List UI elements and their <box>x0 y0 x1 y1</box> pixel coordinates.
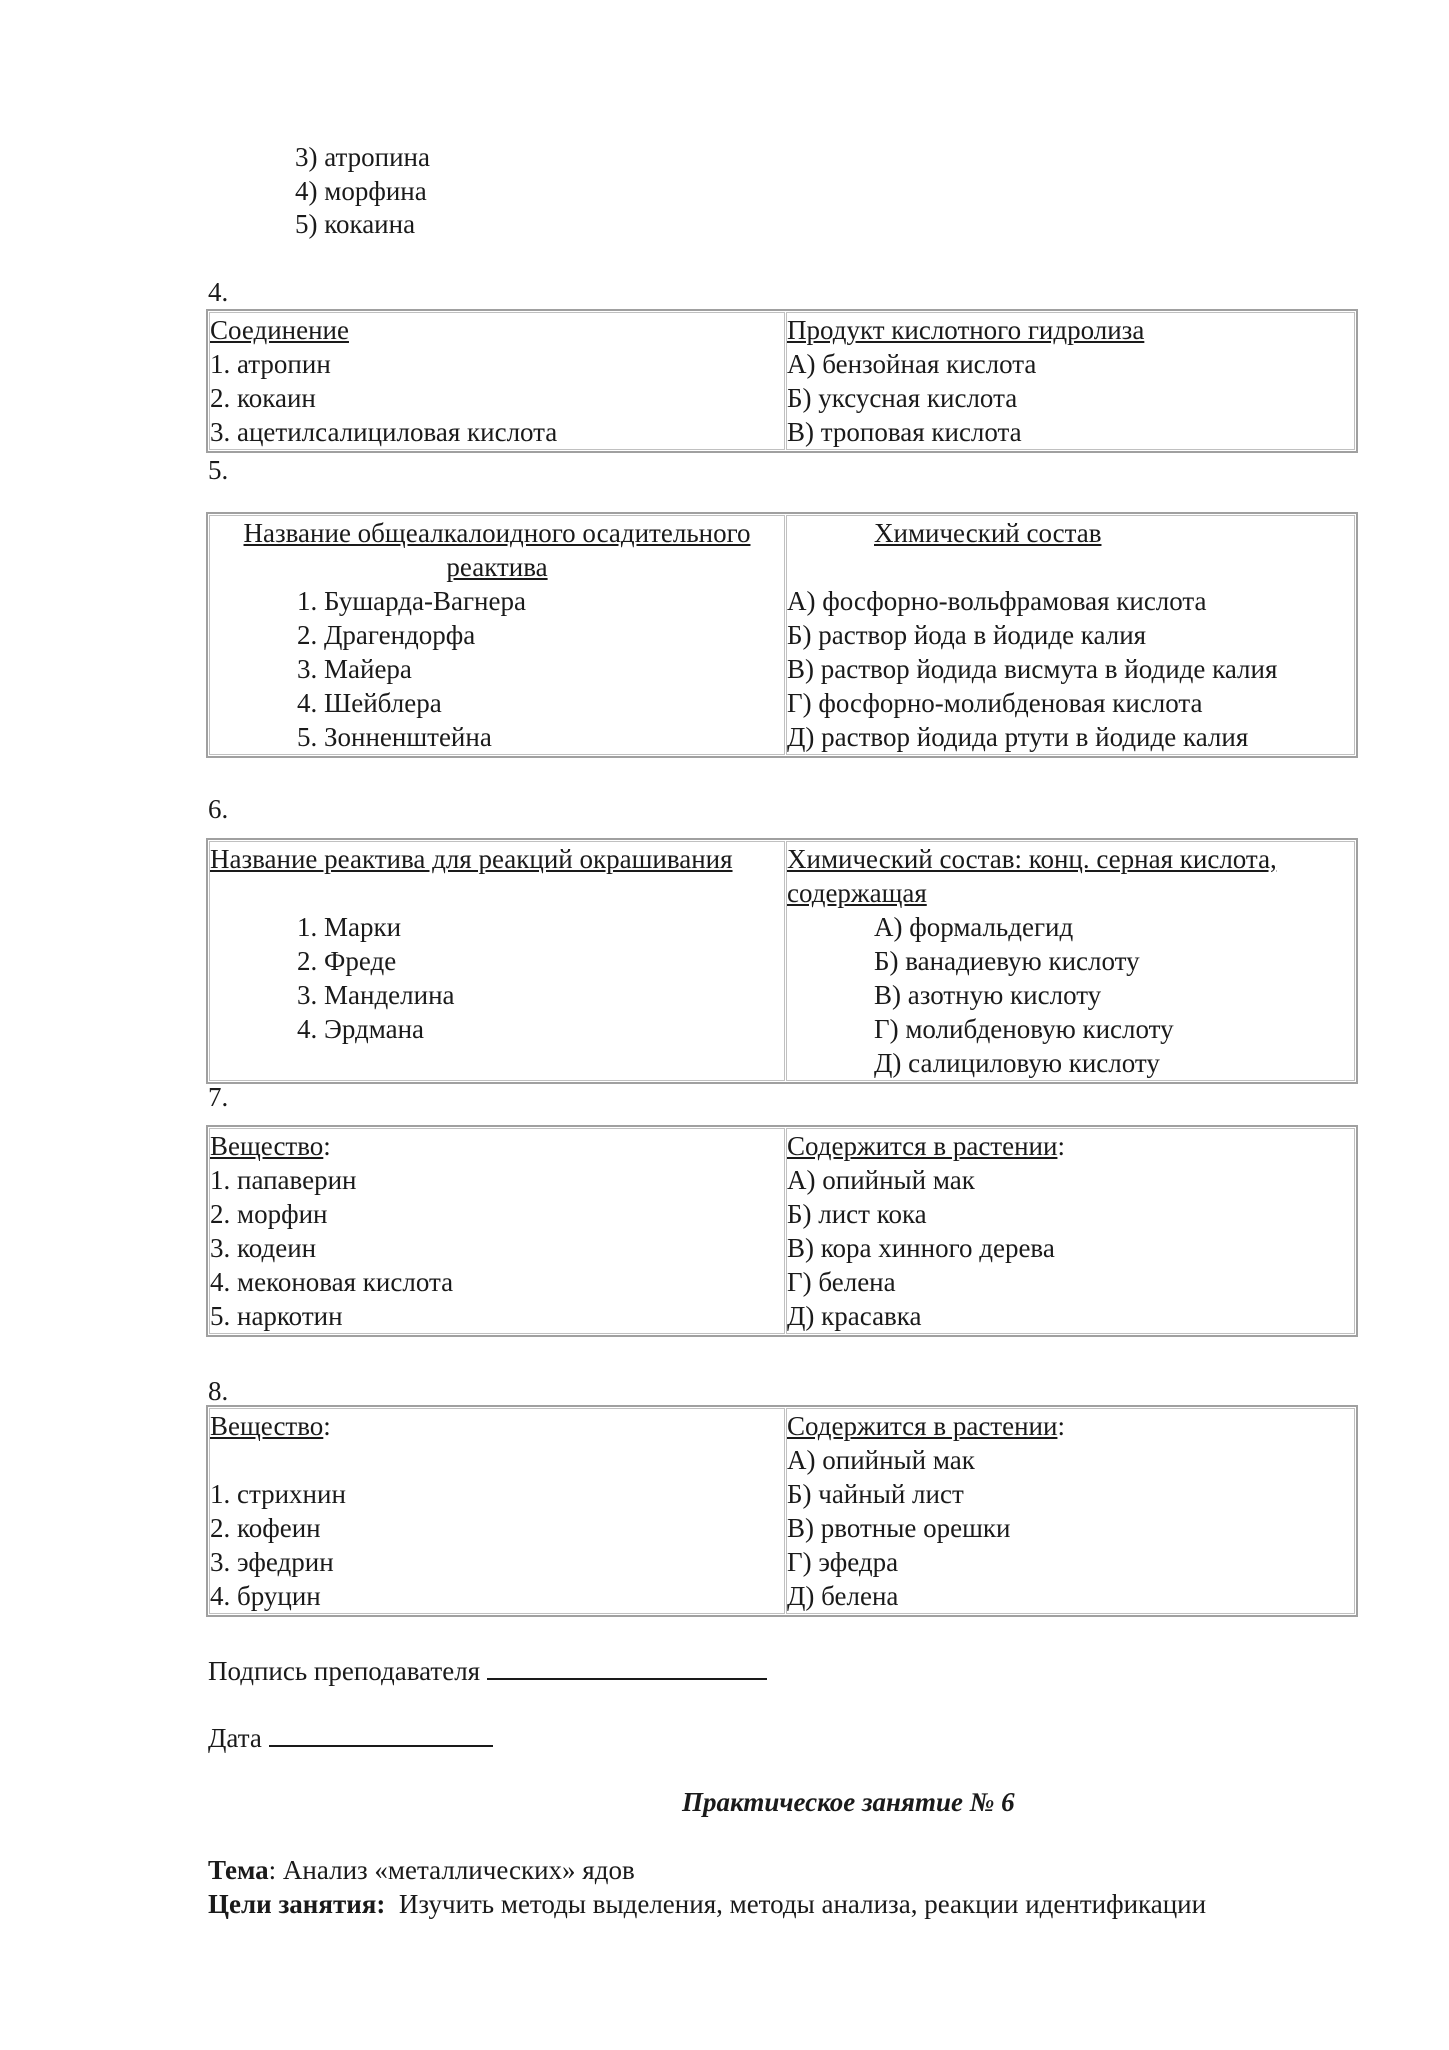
list-item: 1. атропин <box>210 349 331 379</box>
list-item: 3. Майера <box>297 654 412 684</box>
list-item: Д) раствор йодида ртути в йодиде калия <box>787 722 1249 752</box>
topic-line <box>208 1853 635 1887</box>
right-column: Содержится в растении: А) опийный мак Б) чайный лист В) рвотные орешки Г) эфедра Д) белена <box>786 1408 1355 1614</box>
list-item: В) кора хинного дерева <box>787 1233 1055 1263</box>
left-column <box>209 841 785 1081</box>
column-header: Название реактива для реакций окрашивания <box>210 844 733 874</box>
list-item: 5. наркотин <box>210 1301 343 1331</box>
goals-label: Цели занятия: <box>208 1889 386 1919</box>
column-header: Содержится в растении <box>787 1411 1058 1441</box>
right-column: Содержится в растении: А) опийный мак Б) лист кока В) кора хинного дерева Г) белена Д) красавка <box>786 1128 1355 1334</box>
list-item: Д) салициловую кислоту <box>874 1048 1160 1078</box>
list-item: А) фосфорно-вольфрамовая кислота <box>787 586 1207 616</box>
list-item: 3. кодеин <box>210 1233 317 1263</box>
lesson-title: Практическое занятие № 6 <box>682 1787 1015 1817</box>
list-item: 4. Шейблера <box>297 688 442 718</box>
list-item: Г) молибденовую кислоту <box>874 1014 1174 1044</box>
column-header: Вещество <box>210 1131 324 1161</box>
list-item: А) формальдегид <box>874 912 1074 942</box>
list-item: Г) фосфорно-молибденовая кислота <box>787 688 1203 718</box>
list-item: А) бензойная кислота <box>787 349 1037 379</box>
column-header: Соединение <box>210 315 349 345</box>
left-column: Вещество: 1. стрихнин 2. кофеин 3. эфедрин 4. бруцин <box>209 1408 785 1614</box>
column-header: Химический состав <box>874 518 1102 548</box>
list-item: 2. морфин <box>210 1199 328 1229</box>
right-column <box>786 841 1355 1081</box>
list-item: А) опийный мак <box>787 1445 975 1475</box>
left-column: Вещество: 1. папаверин 2. морфин 3. кодеин 4. меконовая кислота 5. наркотин <box>209 1128 785 1334</box>
list-item: 3. ацетилсалициловая кислота <box>210 417 558 447</box>
matching-table-4 <box>206 309 1358 453</box>
column-header: Содержится в растении <box>787 1131 1058 1161</box>
list-item: 3. Манделина <box>297 980 455 1010</box>
date-line <box>208 1717 493 1755</box>
list-item: 3) атропина <box>295 142 430 172</box>
right-column <box>786 312 1355 450</box>
list-item: 5) кокаина <box>295 209 416 239</box>
list-item: Д) красавка <box>787 1301 922 1331</box>
column-header: Вещество <box>210 1411 324 1441</box>
list-item: 1. Марки <box>297 912 402 942</box>
list-item: Б) лист кока <box>787 1199 927 1229</box>
list-item: 4. бруцин <box>210 1581 321 1611</box>
question-number: 8. <box>208 1376 229 1406</box>
topic-label: Тема <box>208 1855 269 1885</box>
matching-table-7 <box>206 1125 1358 1337</box>
list-item: 1. папаверин <box>210 1165 357 1195</box>
column-header: содержащая <box>787 878 927 908</box>
list-item: Г) белена <box>787 1267 896 1297</box>
list-item: В) азотную кислоту <box>874 980 1102 1010</box>
list-item: Б) чайный лист <box>787 1479 964 1509</box>
list-item: В) троповая кислота <box>787 417 1022 447</box>
topic-text: : Анализ «металлических» ядов <box>268 1855 635 1885</box>
list-item: Г) эфедра <box>787 1547 899 1577</box>
question-number: 7. <box>208 1082 229 1112</box>
signature-line <box>208 1650 767 1688</box>
list-item: Б) уксусная кислота <box>787 383 1018 413</box>
list-item: 4. меконовая кислота <box>210 1267 454 1297</box>
question-number: 5. <box>208 455 229 485</box>
list-item: 4. Эрдмана <box>297 1014 425 1044</box>
column-header: Продукт кислотного гидролиза <box>787 315 1145 345</box>
list-item: 2. кокаин <box>210 383 316 413</box>
goals-text: Изучить методы выделения, методы анализа, реакции идентификации <box>385 1889 1207 1919</box>
date-label: Дата <box>208 1723 262 1753</box>
list-item: А) опийный мак <box>787 1165 975 1195</box>
list-item: 4) морфина <box>295 176 427 206</box>
question-number: 4. <box>208 277 229 307</box>
column-header: реактива <box>446 552 548 582</box>
goals-line <box>208 1887 1206 1921</box>
list-item: В) раствор йодида висмута в йодиде калия <box>787 654 1278 684</box>
list-item: 2. Драгендорфа <box>297 620 476 650</box>
list-item: 3. эфедрин <box>210 1547 334 1577</box>
question-number: 6. <box>208 794 229 824</box>
matching-table-6 <box>206 838 1358 1084</box>
list-item: 2. Фреде <box>297 946 397 976</box>
left-column <box>209 515 785 755</box>
column-header: Название общеалкалоидного осадительного <box>243 518 751 548</box>
list-item: 1. стрихнин <box>210 1479 346 1509</box>
matching-table-8 <box>206 1405 1358 1617</box>
right-column <box>786 515 1355 755</box>
list-item: 1. Бушарда-Вагнера <box>297 586 526 616</box>
list-item: Б) ванадиевую кислоту <box>874 946 1140 976</box>
list-item: Д) белена <box>787 1581 899 1611</box>
list-item: 5. Зонненштейна <box>297 722 492 752</box>
signature-label: Подпись преподавателя <box>208 1656 481 1686</box>
matching-table-5 <box>206 512 1358 758</box>
left-column <box>209 312 785 450</box>
column-header: Химический состав: конц. серная кислота, <box>787 844 1277 874</box>
list-item: 2. кофеин <box>210 1513 321 1543</box>
list-item: В) рвотные орешки <box>787 1513 1011 1543</box>
list-item: Б) раствор йода в йодиде калия <box>787 620 1147 650</box>
